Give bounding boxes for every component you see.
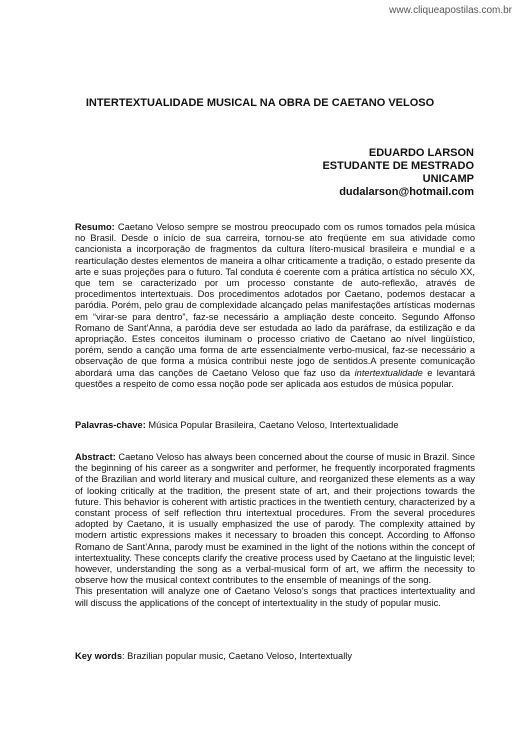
palavras-chave-text: Música Popular Brasileira, Caetano Veloso, Intertextualidade [145,420,399,430]
author-name: EDUARDO LARSON [368,147,474,159]
abstract-section [75,452,475,609]
key-words-text: : Brazilian popular music, Caetano Veloso, Intertextually [122,651,352,661]
abstract-text-paragraph-2: This presentation will analyze one of Caetano Veloso’s songs that practices intertextuality and will discuss the applications of the concept of intertextuality in the study of popular music. [75,586,475,608]
resumo-section [75,222,475,390]
abstract-text: Caetano Veloso has always been concerned about the course of music in Brazil. Since the beginning of his career as a songwriter and performer, he frequently incorporated fragments of the Brazilian and world literary and musical culture, and reorganized these elements as a way of looking critically at the tradition, the present state of art, and their projections towards the future. This behavior is coherent with artistic practices in the twentieth century, characterized by a constant process of self reflection thru intertextual procedures. From the several procedures adopted by Caetano, it is usually emphasized the use of parody. The complexity attained by modern artistic expressions makes it necessary to broaden this concept. According to Affonso Romano de Sant’Anna, parody must be examined in the light of the notions within the concept of intertextuality. These concepts clarify the creative process used by Caetano at the linguistic level; however, understanding the song as a verbal-musical form of art, we affirm the necessity to observe how the musical context contributes to the ensemble of meanings of the song. [75,452,475,586]
abstract-label: Abstract: [75,452,116,462]
author-block [322,147,474,199]
paper-title: INTERTEXTUALIDADE MUSICAL NA OBRA DE CAETANO VELOSO [85,97,435,109]
author-institution: UNICAMP [422,173,474,185]
palavras-chave-section [75,420,475,431]
author-email: dudalarson@hotmail.com [339,186,474,198]
resumo-label: Resumo: [75,222,115,232]
palavras-chave-label: Palavras-chave: [75,420,146,430]
watermark-url: www.cliqueapostilas.com.br [389,5,512,16]
key-words-label: Key words [75,651,123,661]
resumo-text: Caetano Veloso sempre se mostrou preocupado com os rumos tomados pela música no Brasil. Desde o início de sua carreira, tornou-se ato freqüente em sua atividade como cancionista a incorporação de fragmentos da cultura lítero-musical brasileira e mundial e a rearticulação destes elementos de maneira a olhar criticamente a tradição, o estado presente da arte e suas projeções para o futuro. Tal conduta é coerente com a prática artística no século XX, que tem se caracterizado por um processo constante de auto-reflexão, através de procedimentos intertextuais. Dos procedimentos adotados por Caetano, podemos destacar a paródia. Porém, pelo grau de complexidade alcançado pelas manifestações artísticas modernas em “virar-se para dentro”, faz-se necessário a ampliação deste conceito. Segundo Affonso Romano de Sant’Anna, a paródia deve ser estudada ao lado da paráfrase, da estilização e da apropriação. Estes conceitos iluminam o processo criativo de Caetano ao nível lingüístico, porém, sendo a canção uma forma de arte essencialmente verbo-musical, faz-se necessário a observação de que forma a música contribui neste jogo de sentidos.A presente comunicação abordará uma das canções de Caetano Veloso que faz uso da [75,222,475,378]
resumo-emphasis: intertextualidade [354,367,423,378]
author-role: ESTUDANTE DE MESTRADO [322,160,474,172]
resumo-text-end: e levantará questões a respeito de como essa noção pode ser aplicada aos estudos de música popular. [75,367,475,389]
key-words-section [75,651,475,662]
